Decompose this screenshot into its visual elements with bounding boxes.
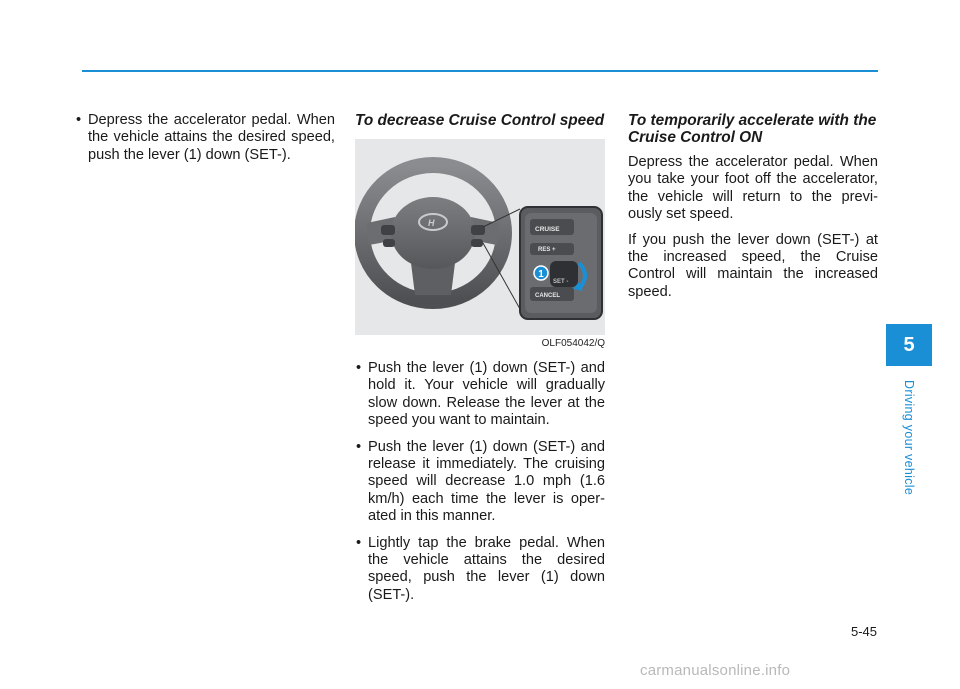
watermark: carmanualsonline.info	[640, 662, 791, 679]
bullet-item: • Push the lever (1) down (SET-) and hold it. Your vehicle will gradually slow down. Release the lever at the speed you want to maintain.	[355, 360, 605, 430]
column-right	[628, 112, 878, 309]
bullet-item: • Depress the accelerator pedal. When the vehicle attains the desired speed, push the lever (1) down (SET-).	[75, 112, 335, 164]
label-cancel: CANCEL	[535, 293, 560, 299]
callout-number: 1	[538, 269, 544, 280]
label-res: RES +	[538, 247, 556, 253]
bullet-item: • Push the lever (1) down (SET-) and release it immediately. The cruising speed will decrease 1.0 mph (1.6 km/h) each time the lever is oper- ated in this manner.	[355, 439, 605, 526]
bullet-item: • Lightly tap the brake pedal. When the vehicle attains the desired speed, push the lever (1) down (SET-).	[355, 535, 605, 605]
section-heading-accelerate: To temporarily accelerate with the Cruise Control ON	[628, 112, 877, 146]
chapter-number-tab: 5	[886, 324, 932, 366]
figure-code: OLF054042/Q	[541, 338, 605, 349]
steering-wheel-illustration	[355, 139, 605, 335]
column-middle	[355, 112, 605, 613]
steering-wheel-figure	[355, 139, 605, 335]
top-rule	[82, 70, 878, 72]
svg-text:H: H	[428, 218, 435, 228]
section-heading-decrease: To decrease Cruise Control speed	[355, 112, 605, 129]
wheel-hub	[391, 197, 475, 269]
bullet-list	[355, 360, 605, 604]
chapter-title	[897, 376, 921, 500]
chapter-title-text: Driving your vehicle	[902, 380, 916, 496]
page-number: 5-45	[850, 624, 877, 639]
label-set: SET -	[553, 279, 569, 285]
column-left	[75, 112, 335, 173]
bullet-list	[75, 112, 335, 164]
paragraph: Depress the accelerator pedal. When you take your foot off the accelerator, the vehicle will return to the previ- ously set speed.	[628, 154, 878, 223]
paragraph: If you push the lever down (SET-) at the increased speed, the Cruise Control will maintain the increased speed.	[628, 231, 878, 300]
label-cruise: CRUISE	[535, 226, 560, 233]
